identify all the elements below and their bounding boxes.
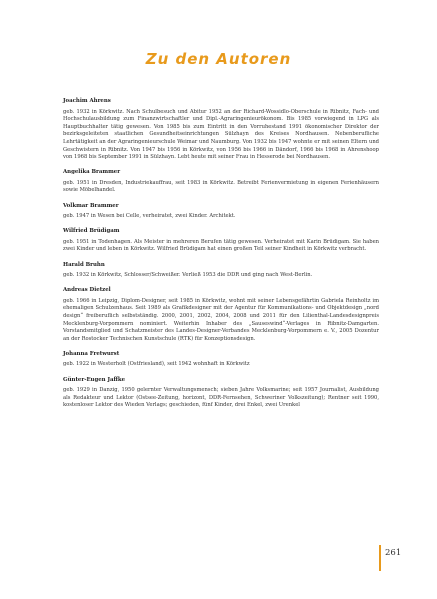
author-name: Johanna Fretwurst <box>63 350 120 357</box>
author-bio: geb. 1932 in Körkwitz. Nach Schulbesuch und Abitur 1952 an der Richard-Wossidlo-Oberschule in Ribnitz, Fach- und Hochschulausbildung zum Finanzwirtschaftler und Dipl.-Agraringenieurökonom. Bis 1985 vorwiegend in LPG als Hauptbuchhalter tätig gewesen. Von 1985 bis zum Eintritt in den Vorruhestand 1991 ökonomischer Direktor der bezirksgeleiteten staatlichen Gesundheitseinrichtungen Sülzhayn des Kreises Nordhausen. Nebenberufliche Lehrtätigkeit an der Agraringenieurschule Weimar und Naumburg. Von 1932 bis 1947 wohnte er mit seinen Eltern und Geschwistern in Ribnitz. Von 1947 bis 1956 in Körkwitz, von 1956 bis 1966 in Dändorf, 1966 bis 1968 in Ahrenshoop von 1968 bis September 1991 in Sülzhayn. Lebt heute mit seiner Frau in Hesserode bei Nordhausen. <box>63 108 379 161</box>
author-bio: geb. 1951 in Todenhagen. Als Meister in mehreren Berufen tätig gewesen. Verheiratet mit Karin Brüdigam. Sie haben zwei Kinder und leben in Körkwitz. Wilfried Brüdigam hat einen großen Teil seiner Kindheit in Körkwitz verbracht. <box>63 238 379 253</box>
author-entry <box>63 262 379 280</box>
author-name: Joachim Ahrens <box>63 98 111 104</box>
author-bio: geb. 1947 in Wesen bei Celle, verheiratet, zwei Kinder. Architekt. <box>63 213 236 220</box>
author-entry <box>63 351 379 369</box>
author-entry <box>63 228 379 254</box>
author-name: Angelika Brammer <box>63 169 121 176</box>
author-entry <box>63 169 379 195</box>
author-name: Günter-Eugen Jaffke <box>63 376 126 383</box>
author-bio: geb. 1932 in Körkwitz, Schlosser/Schweißer. Verließ 1953 die DDR und ging nach West-Berlin. <box>63 272 313 279</box>
page-title: Zu den Autoren <box>145 50 292 68</box>
authors-list <box>63 98 379 417</box>
author-name: Wilfried Brüdigam <box>63 228 120 235</box>
author-bio: geb. 1951 in Dresden, Industriekauffrau, seit 1983 in Körkwitz. Betreibt Ferienvermietung in eigenen Ferienhäusern sowie Möbelhandel. <box>63 179 379 194</box>
author-bio: geb. 1929 in Danzig, 1950 gelernter Verwaltungsmensch; sieben Jahre Volksmarine; seit 1957 Journalist, Ausbildung als Redakteur und Lektor (Ostsee-Zeitung, horizont, DDR-Fernsehen, Schweriner Volkszeitung); Rentner seit 1990, kostenloser Lektor des Wieden Verlags; geschieden, fünf Kinder, drei Enkel, zwei Urenkel <box>63 387 379 409</box>
author-bio: geb. 1966 in Leipzig, Diplom-Designer, seit 1985 in Körkwitz, wohnt mit seiner Lebensgefährtin Gabriela Reinholtz im ehemaligen Schulzenhaus. Seit 1989 als Grafikdesigner mit der Agentur für Kommunikations- und Objektdesign „nord design“ freiberuflich selbstständig. 2000, 2001, 2002, 2004, 2008 und 2011 für den Lilienthal-Landesdesignpreis Mecklenburg-Vorpommern nominiert. Weiterhin Inhaber des „Sauseswind“-Verlages in Ribnitz-Damgarten. Vorstandsmitglied und Schatzmeister des Landes-Designer-Verbandes Mecklenburg-Vorpommern e. V., 2005 Dozentur an der Rostocker Technischen Kunstschule (RTK) für Konzeptionsdesign. <box>63 297 379 342</box>
author-entry <box>63 203 379 221</box>
page-number: 261 <box>385 548 402 558</box>
author-entry <box>63 98 379 162</box>
author-name: Andreas Dietzel <box>63 287 111 294</box>
author-entry <box>63 377 379 410</box>
author-name: Volkmar Brammer <box>63 202 119 209</box>
page-number-rule <box>379 545 381 571</box>
author-bio: geb. 1922 in Westerholt (Ostfriesland), seit 1942 wohnhaft in Körkwitz <box>63 361 250 368</box>
author-name: Harald Bruhn <box>63 261 105 268</box>
author-entry <box>63 287 379 343</box>
